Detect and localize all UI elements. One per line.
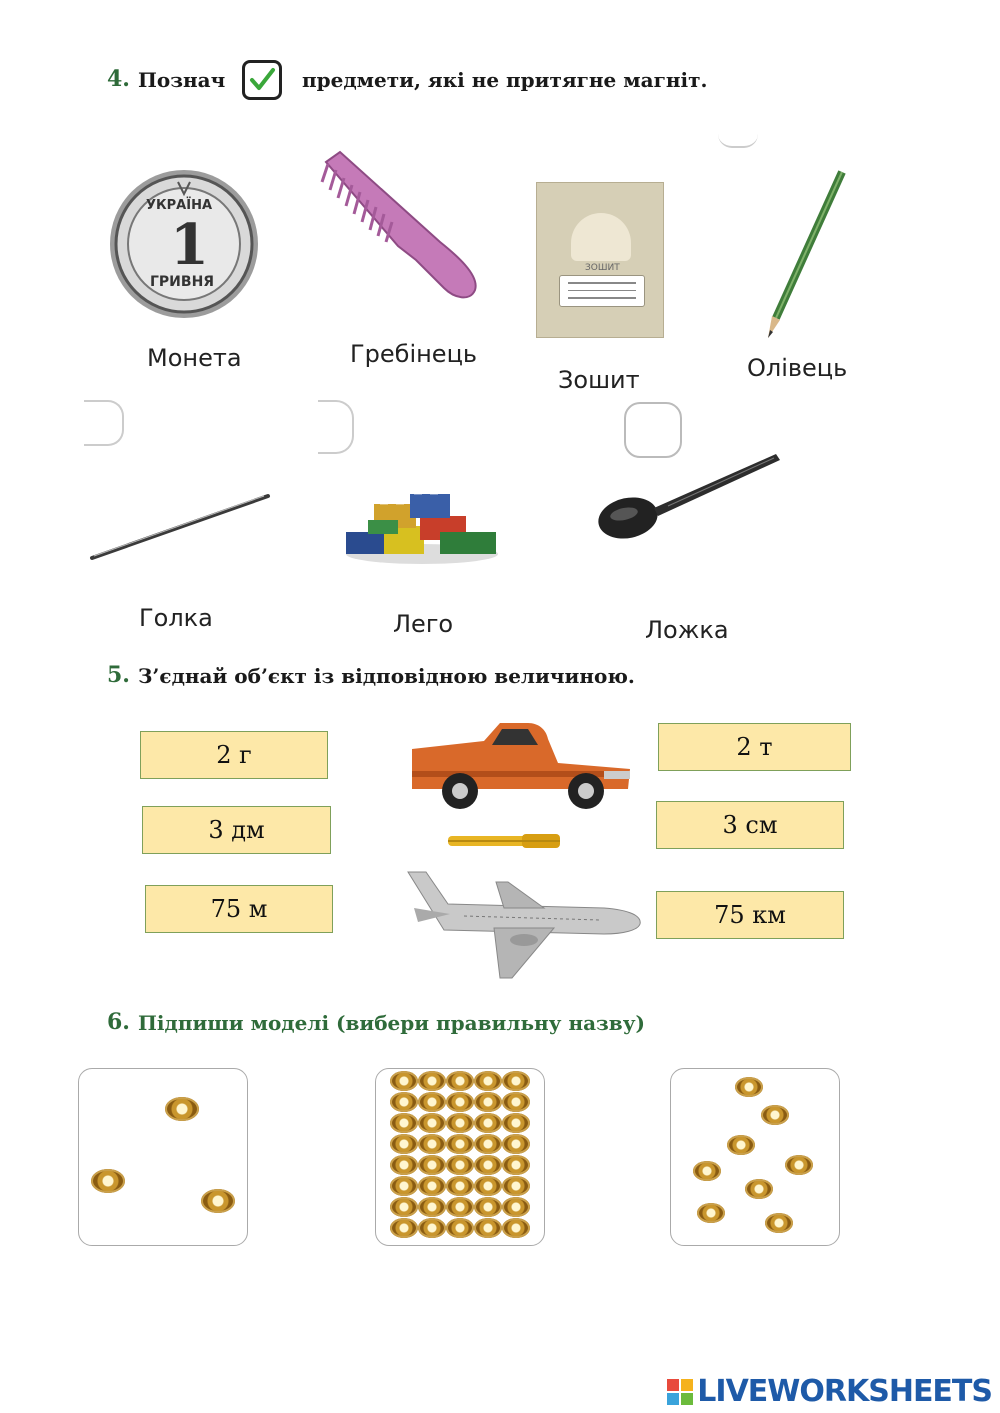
value-box-left-3[interactable]: 75 м: [145, 885, 333, 933]
q6-text: Підпиши моделі (вибери правильну назву): [138, 1011, 645, 1035]
logo-text: LIVEWORKSHEETS: [697, 1374, 992, 1409]
q4-number: 4.: [107, 66, 130, 92]
checkmark-icon: [242, 60, 282, 100]
bead: [418, 1218, 446, 1238]
bead: [390, 1155, 418, 1175]
item-label-needle: Голка: [139, 604, 213, 632]
bead: [502, 1113, 530, 1133]
q5-text: З’єднай об’єкт із відповідною величиною.: [138, 664, 635, 688]
bead: [390, 1134, 418, 1154]
answer-box-needle[interactable]: [84, 400, 124, 446]
bead: [474, 1071, 502, 1091]
bead: [418, 1197, 446, 1217]
bead: [390, 1176, 418, 1196]
bead: [474, 1176, 502, 1196]
pencil-image: [762, 168, 852, 340]
bead: [474, 1113, 502, 1133]
q6-number: 6.: [107, 1009, 130, 1035]
bead: [785, 1155, 813, 1175]
answer-box-pencil[interactable]: [718, 110, 758, 148]
bead: [390, 1218, 418, 1238]
liveworksheets-logo: [667, 1374, 992, 1409]
coin-image: [108, 168, 260, 320]
value-box-left-1[interactable]: 2 г: [140, 731, 328, 779]
bead: [91, 1169, 125, 1193]
spoon-image: [598, 448, 783, 543]
bead: [761, 1105, 789, 1125]
logo-icon: [667, 1379, 693, 1405]
bead: [474, 1092, 502, 1112]
bead: [418, 1092, 446, 1112]
bead: [390, 1092, 418, 1112]
bead: [446, 1197, 474, 1217]
bead: [446, 1134, 474, 1154]
bead: [446, 1176, 474, 1196]
model-card-1[interactable]: [78, 1068, 248, 1246]
bead: [697, 1203, 725, 1223]
item-label-comb: Гребінець: [350, 340, 478, 368]
bead: [474, 1134, 502, 1154]
bead: [418, 1176, 446, 1196]
answer-box-lego[interactable]: [318, 400, 354, 454]
q4-text-before: Познач: [138, 68, 226, 92]
lego-image: [344, 486, 499, 566]
bead: [446, 1155, 474, 1175]
value-box-right-3[interactable]: 75 км: [656, 891, 844, 939]
bead: [201, 1189, 235, 1213]
bead: [745, 1179, 773, 1199]
needle-image: [88, 490, 273, 565]
model-card-3[interactable]: [670, 1068, 840, 1246]
bead: [502, 1092, 530, 1112]
bead: [693, 1161, 721, 1181]
coin-text-bottom: ГРИВНЯ: [150, 274, 215, 290]
bead: [390, 1197, 418, 1217]
item-label-pencil: Олівець: [747, 354, 848, 382]
bead: [165, 1097, 199, 1121]
bead: [418, 1155, 446, 1175]
truck-image: [408, 715, 633, 810]
bead: [446, 1092, 474, 1112]
bead-grid: [390, 1069, 532, 1245]
bead: [502, 1155, 530, 1175]
coin-text-top: УКРАЇНА: [146, 198, 213, 213]
bead: [502, 1071, 530, 1091]
bead: [390, 1113, 418, 1133]
bead: [502, 1176, 530, 1196]
value-box-left-2[interactable]: 3 дм: [142, 806, 331, 854]
item-label-coin: Монета: [147, 344, 242, 372]
bead: [474, 1155, 502, 1175]
bead: [765, 1213, 793, 1233]
bead: [418, 1071, 446, 1091]
notebook-image: [536, 182, 664, 338]
item-label-spoon: Ложка: [645, 616, 729, 644]
value-box-right-1[interactable]: 2 т: [658, 723, 851, 771]
coin-value: 1: [170, 212, 209, 278]
pen-image: [446, 830, 566, 852]
bead: [446, 1113, 474, 1133]
bead: [474, 1218, 502, 1238]
bead: [735, 1077, 763, 1097]
item-label-notebook: Зошит: [558, 366, 640, 394]
bead: [474, 1197, 502, 1217]
bead: [390, 1071, 418, 1091]
airplane-image: [404, 868, 644, 980]
q5-number: 5.: [107, 662, 130, 688]
bead: [446, 1071, 474, 1091]
comb-image: [320, 150, 485, 305]
bead: [502, 1218, 530, 1238]
bead: [502, 1197, 530, 1217]
bead: [727, 1135, 755, 1155]
value-box-right-2[interactable]: 3 см: [656, 801, 844, 849]
bead: [502, 1134, 530, 1154]
bead: [418, 1134, 446, 1154]
model-card-2[interactable]: [375, 1068, 545, 1246]
item-label-lego: Лего: [393, 610, 454, 638]
bead: [446, 1218, 474, 1238]
q4-text-after: предмети, які не притягне магніт.: [302, 68, 708, 92]
notebook-title: ЗОШИТ: [585, 263, 620, 273]
bead: [418, 1113, 446, 1133]
